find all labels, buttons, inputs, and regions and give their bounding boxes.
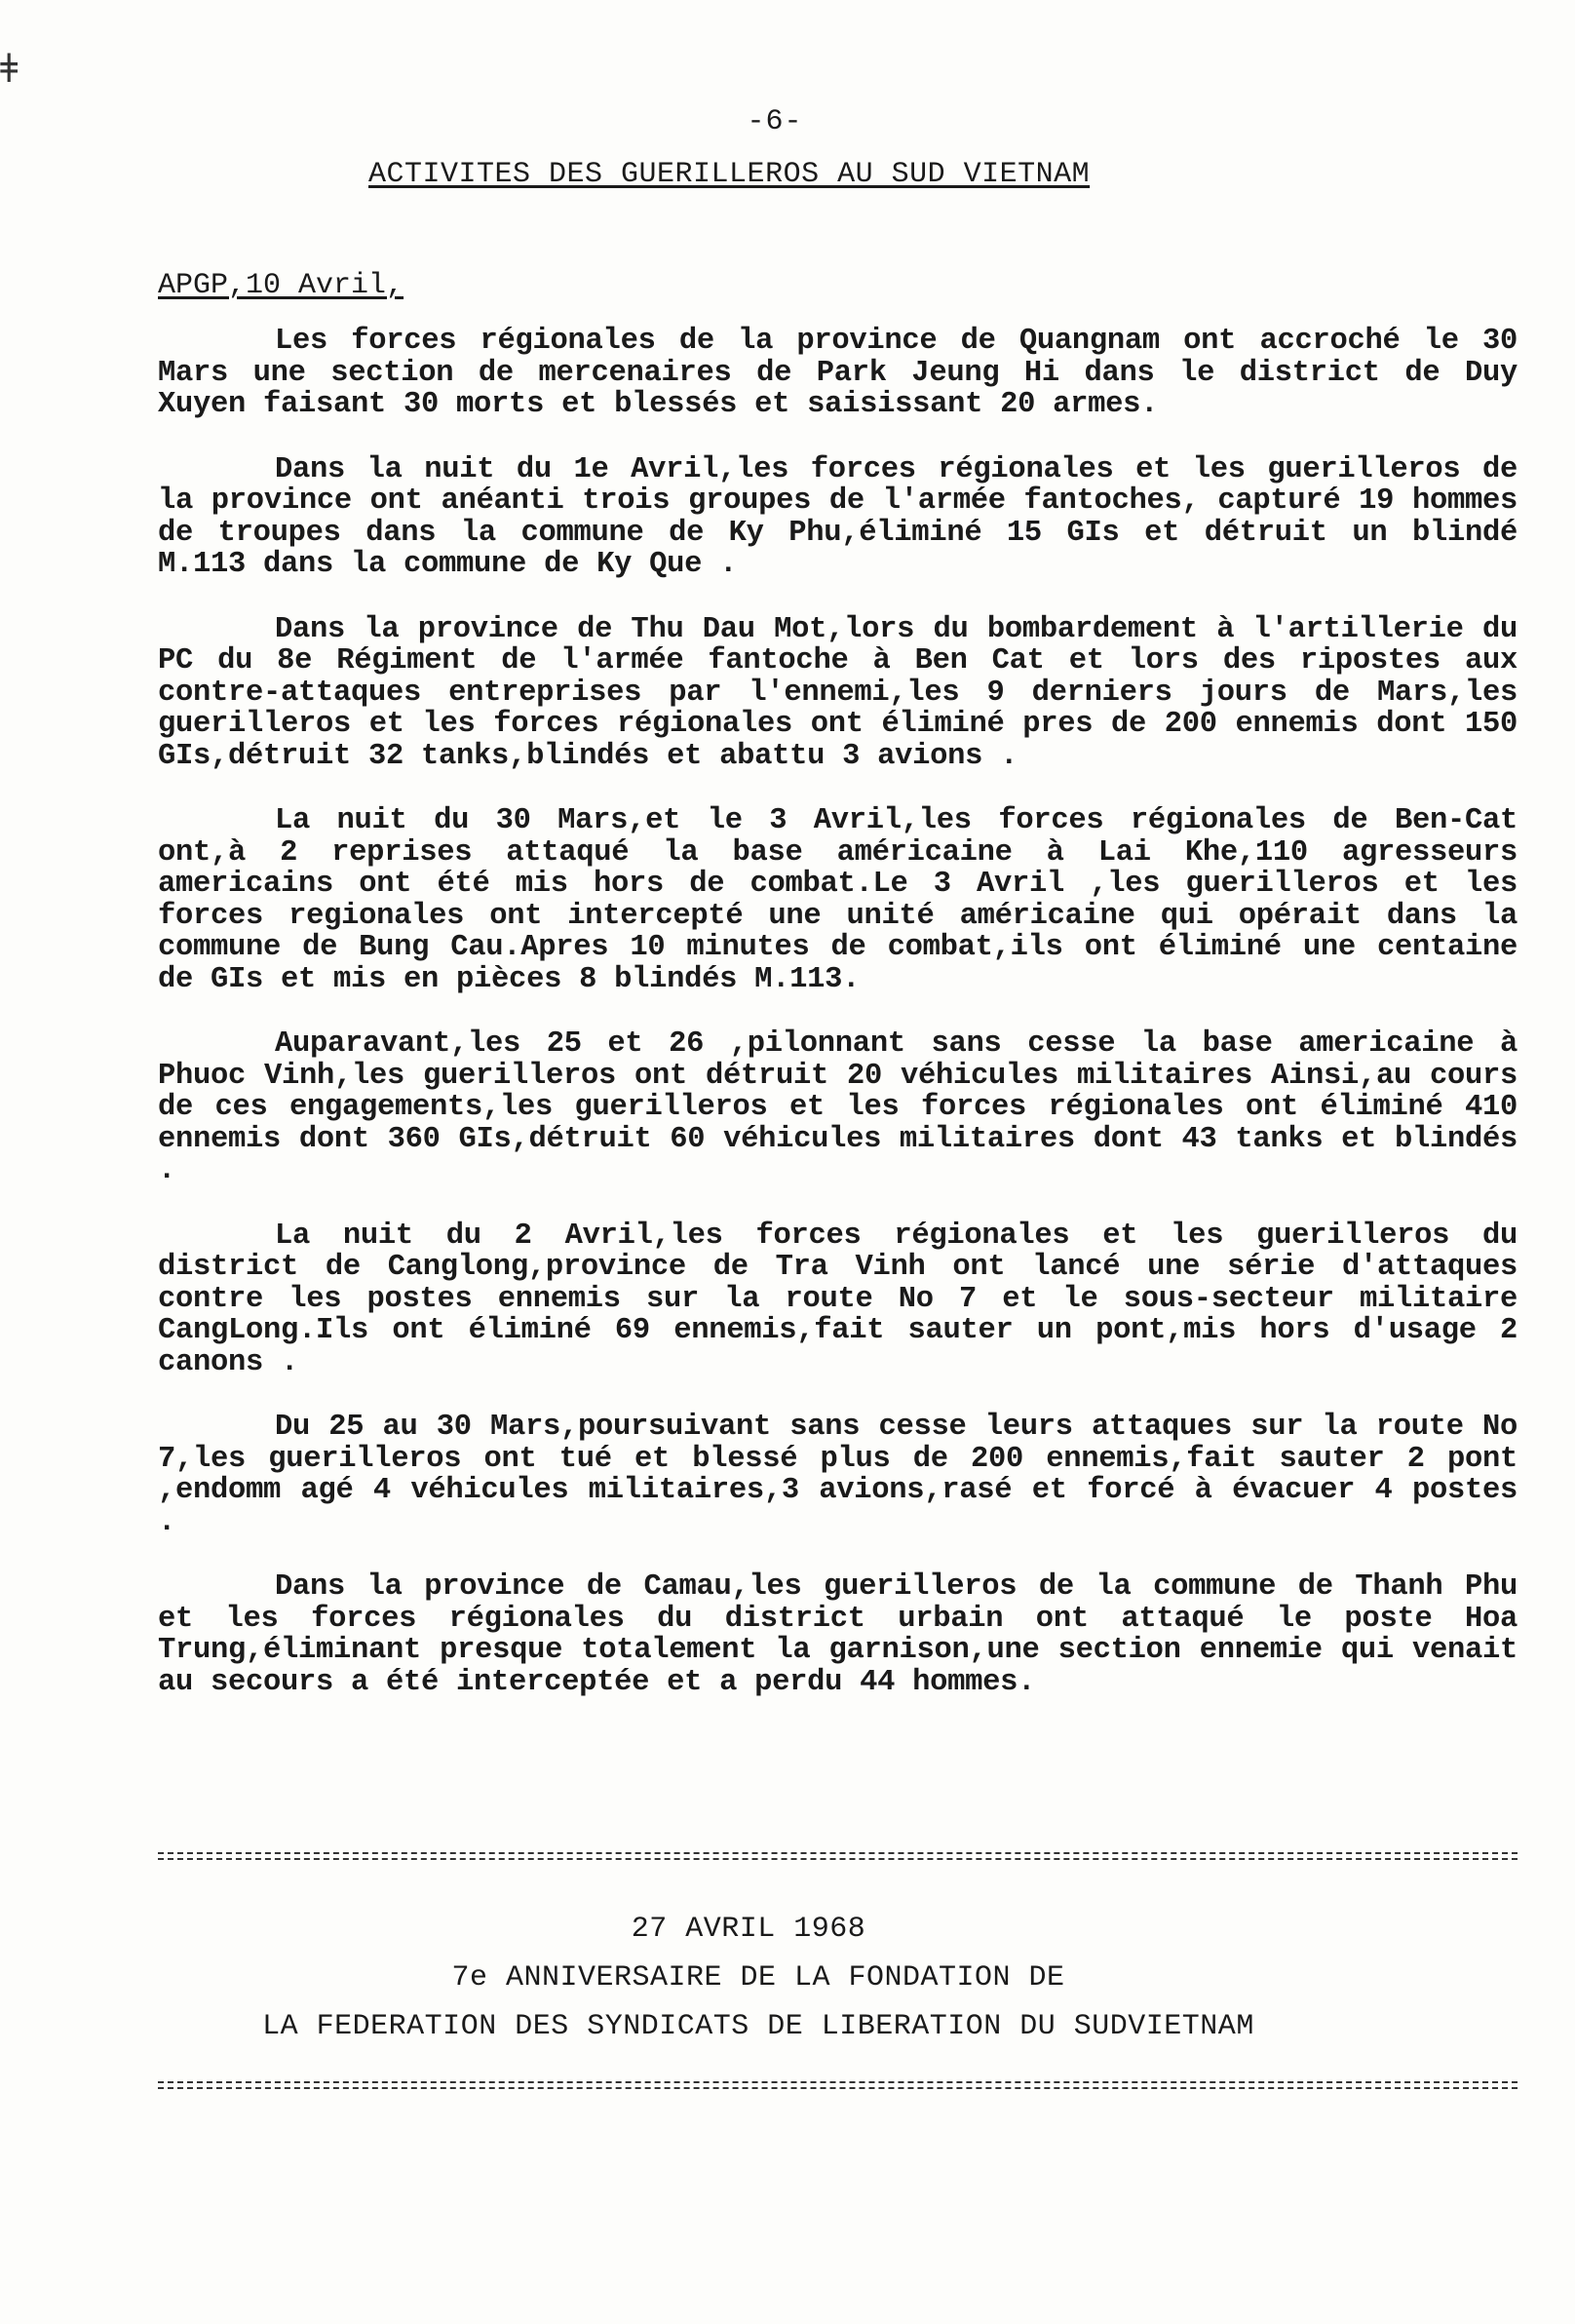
paragraph: Les forces régionales de la province de Quangnam ont accroché le 30 Mars une section de mercenaires de Park Jeung Hi dans le district de Duy Xuyen faisant 30 morts et blessés et saisissant 20 armes. [158,325,1517,421]
paragraph: Dans la nuit du 1e Avril,les forces régionales et les guerilleros de la province ont anéanti trois groupes de l'armée fantoches, capturé 19 hommes de troupes dans la commune de Ky Phu,éliminé 15 GIs et détruit un blindé M.113 dans la commune de Ky Que . [158,452,1517,581]
footer-date: 27 AVRIL 1968 [631,1913,866,1946]
divider-rule-top [158,1852,1517,1860]
footer-anniversary: 7e ANNIVERSAIRE DE LA FONDATION DE [451,1961,1065,1995]
dateline: APGP,10 Avril, [158,269,404,302]
paragraph: La nuit du 30 Mars,et le 3 Avril,les forces régionales de Ben-Cat ont,à 2 reprises attaqué la base américaine à Lai Khe,110 agresseurs americains ont été mis hors de combat.Le 3 Avril ,les guerilleros et les forces regionales ont intercepté une unité américaine qui opérait dans la commune de Bung Cau.Apres 10 minutes de combat,ils ont éliminé une centaine de GIs et mis en pièces 8 blindés M.113. [158,804,1517,996]
paragraph: La nuit du 2 Avril,les forces régionales et les guerilleros du district de Canglong,province de Tra Vinh ont lancé une série d'attaques contre les postes ennemis sur la route No 7 et le sous-secteur militaire CangLong.Ils ont éliminé 69 ennemis,fait sauter un pont,mis hors d'usage 2 canons . [158,1219,1517,1379]
paragraph: Dans la province de Thu Dau Mot,lors du bombardement à l'artillerie du PC du 8e Régiment de l'armée fantoche à Ben Cat et lors des ripostes aux contre-attaques entreprises par l'ennemi,les 9 derniers jours de Mars,les guerilleros et les forces régionales ont éliminé pres de 200 ennemis dont 150 GIs,détruit 32 tanks,blindés et abattu 3 avions . [158,612,1517,773]
document-title: ACTIVITES DES GUERILLEROS AU SUD VIETNAM [368,158,1091,191]
footer-organization: LA FEDERATION DES SYNDICATS DE LIBERATION DU SUDVIETNAM [262,2010,1254,2043]
paragraph: Auparavant,les 25 et 26 ,pilonnant sans cesse la base americaine à Phuoc Vinh,les guerilleros ont détruit 20 véhicules militaires Ainsi,au cours de ces engagements,les guerilleros et les forces régionales ont éliminé 410 ennemis dont 360 GIs,détruit 60 véhicules militaires dont 43 tanks et blindés . [158,1027,1517,1187]
paragraph: Du 25 au 30 Mars,poursuivant sans cesse leurs attaques sur la route No 7,les guerilleros ont tué et blessé plus de 200 ennemis,fait sauter 2 pont ,endomm agé 4 véhicules militaires,3 avions,rasé et forcé à évacuer 4 postes . [158,1411,1517,1539]
page-number: -6- [747,105,803,138]
paragraph: Dans la province de Camau,les guerilleros de la commune de Thanh Phu et les forces régionales du district urbain ont attaqué le poste Hoa Trung,éliminant presque totalement la garnison,une section ennemie qui venait au secours a été interceptée et a perdu 44 hommes. [158,1570,1517,1699]
divider-rule-bottom [158,2081,1517,2089]
body-text [158,326,1517,1731]
margin-mark: ǂ [0,47,19,92]
